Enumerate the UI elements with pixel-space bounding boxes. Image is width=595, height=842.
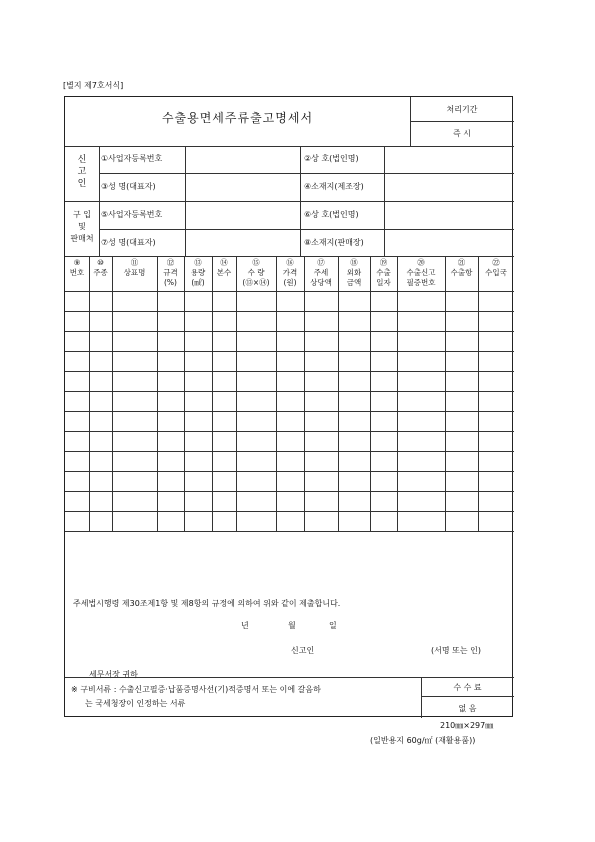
column-header-num: ⑱ bbox=[350, 258, 358, 267]
column-header-label: 수출 bbox=[376, 268, 391, 277]
table-row[interactable] bbox=[65, 331, 514, 351]
processing-period-value: 즉 시 bbox=[453, 129, 471, 138]
buyer-trade-name-label: ⑥상 호(법인명) bbox=[304, 210, 359, 219]
column-header-num: ⑫ bbox=[166, 258, 175, 267]
paper-note: (일반용지 60g/㎡ (재활용품)) bbox=[370, 736, 476, 745]
column-header-label: 번호 bbox=[69, 268, 85, 277]
column-header-num: ⑬ bbox=[194, 258, 202, 267]
column-header-label: 가격 bbox=[282, 268, 298, 277]
table-row[interactable] bbox=[65, 491, 514, 511]
column-header bbox=[370, 258, 397, 288]
processing-period-label: 처리기간 bbox=[446, 105, 478, 114]
column-header-num: ⑯ bbox=[286, 258, 294, 267]
column-header-label: 수출신고 bbox=[406, 268, 436, 277]
column-header-num: ⑰ bbox=[317, 258, 325, 267]
column-header bbox=[236, 258, 276, 288]
declarant-sign-label: 신고인 bbox=[291, 646, 315, 655]
attachments-line-2: 는 국세청장이 인정하는 서류 bbox=[85, 699, 186, 708]
paper-size: 210㎜×297㎜ bbox=[440, 721, 494, 730]
declarant-trade-name-label: ②상 호(법인명) bbox=[304, 154, 359, 163]
column-header-unit: 필증번호 bbox=[406, 278, 436, 287]
declarant-name-label: ③성 명(대표자) bbox=[101, 182, 156, 191]
date-month: 월 bbox=[288, 621, 296, 630]
fee-label: 수 수 료 bbox=[453, 683, 482, 692]
form-title: 수출용면세주류출고명세서 bbox=[161, 111, 314, 125]
column-header bbox=[157, 258, 184, 288]
table-row[interactable] bbox=[65, 471, 514, 491]
table-row[interactable] bbox=[65, 511, 514, 531]
column-header bbox=[304, 258, 338, 288]
column-header-label: 수 량 bbox=[247, 268, 265, 277]
column-header-unit: 금액 bbox=[346, 278, 362, 287]
table-row[interactable] bbox=[65, 391, 514, 411]
column-header bbox=[478, 258, 514, 278]
column-header bbox=[65, 258, 89, 278]
column-header bbox=[445, 258, 478, 278]
column-header-label: 주종 bbox=[93, 268, 108, 277]
export-liquor-form bbox=[64, 96, 513, 717]
column-header-num: ⑳ bbox=[417, 258, 425, 267]
table-row[interactable] bbox=[65, 411, 514, 431]
column-header bbox=[184, 258, 212, 288]
table-row[interactable] bbox=[65, 291, 514, 311]
attachments-line-1: ※ 구비서류 : 수출신고필증·납품증명사선(기)적증명서 또는 이에 갈음하 bbox=[71, 685, 321, 694]
date-day: 일 bbox=[329, 621, 337, 630]
column-header-unit: 상당액 bbox=[310, 278, 332, 287]
column-header-num: ⑨ bbox=[73, 258, 81, 267]
column-header-num: ⑮ bbox=[252, 258, 260, 267]
column-header bbox=[397, 258, 445, 288]
column-header-label: 주세 bbox=[313, 268, 329, 277]
date-year: 년 bbox=[241, 621, 249, 630]
column-header-unit: (㎖) bbox=[191, 278, 205, 287]
statement-text: 주세법시행령 제30조제1항 및 제8항의 규정에 의하여 위와 같이 제출합니다. bbox=[73, 599, 341, 608]
column-header-label: 외화 bbox=[346, 268, 362, 277]
column-header-num: ⑪ bbox=[130, 258, 139, 267]
table-row[interactable] bbox=[65, 311, 514, 331]
column-header-num: ㉒ bbox=[492, 258, 500, 267]
column-header-unit: (원) bbox=[283, 278, 297, 287]
column-header-unit: (%) bbox=[164, 278, 177, 287]
buyer-section-label: 구 입 및 판매처 bbox=[70, 210, 94, 243]
declarant-address-label: ④소재지(제조장) bbox=[304, 182, 364, 191]
column-header-unit: (⑬×⑭) bbox=[242, 278, 270, 287]
column-header-num: ⑲ bbox=[379, 258, 388, 267]
column-header-num: ⑩ bbox=[97, 258, 104, 267]
fee-value: 없 음 bbox=[458, 704, 477, 713]
column-header-label: 규격 bbox=[163, 268, 178, 277]
table-row[interactable] bbox=[65, 351, 514, 371]
form-number-label: [별지 제7호서식] bbox=[63, 81, 124, 90]
buyer-address-label: ⑧소재지(판매장) bbox=[304, 238, 364, 247]
column-header-label: 수출항 bbox=[450, 268, 473, 277]
table-row[interactable] bbox=[65, 371, 514, 391]
declarant-section-label: 신 고 인 bbox=[77, 155, 87, 189]
signature-placeholder: (서명 또는 인) bbox=[431, 646, 481, 655]
column-header-label: 용량 bbox=[190, 268, 206, 277]
table-row[interactable] bbox=[65, 431, 514, 451]
addressee: 세무서장 귀하 bbox=[89, 670, 138, 679]
column-header-label: 본수 bbox=[216, 268, 232, 277]
column-header-num: ㉑ bbox=[457, 258, 466, 267]
column-header-unit: 일자 bbox=[376, 278, 391, 287]
column-header bbox=[276, 258, 304, 288]
column-header bbox=[89, 258, 112, 278]
table-row[interactable] bbox=[65, 451, 514, 471]
column-header-label: 상표명 bbox=[123, 268, 146, 277]
buyer-biz-reg-label: ⑤사업자등록번호 bbox=[101, 210, 163, 219]
column-header bbox=[338, 258, 370, 288]
declarant-biz-reg-label: ①사업자등록번호 bbox=[101, 154, 163, 163]
buyer-name-label: ⑦성 명(대표자) bbox=[101, 238, 156, 247]
column-header bbox=[212, 258, 236, 278]
column-header-num: ⑭ bbox=[220, 258, 228, 267]
column-header-label: 수입국 bbox=[485, 268, 507, 277]
column-header bbox=[112, 258, 157, 278]
